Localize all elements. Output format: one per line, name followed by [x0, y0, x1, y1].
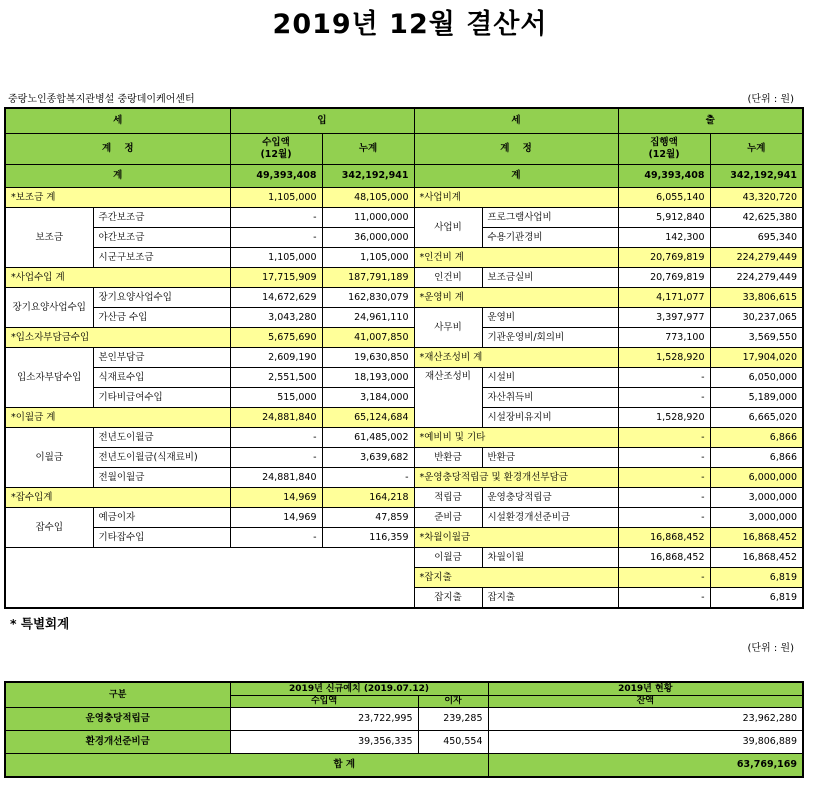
income-item-cumul: 162,830,079 [322, 288, 414, 308]
settlement-table [4, 107, 804, 609]
income-item-amount: 24,881,840 [230, 468, 322, 488]
table-row [5, 508, 803, 528]
expense-item-cumul: 6,866 [710, 448, 803, 468]
income-item-amount: 515,000 [230, 388, 322, 408]
income-subtotal-amount: 14,969 [230, 488, 322, 508]
expense-subtotal-label: *차월이월금 [414, 528, 618, 548]
income-item-name: 본인부담금 [93, 348, 230, 368]
income-item-amount: 14,969 [230, 508, 322, 528]
income-item-cumul: 116,359 [322, 528, 414, 548]
special-row-name: 환경개선준비금 [5, 731, 230, 754]
total-row [5, 165, 803, 188]
expense-item-name: 운영비 [482, 308, 618, 328]
expense-account-header: 계 정 [414, 134, 618, 165]
expense-subtotal-amount: - [618, 428, 710, 448]
income-item-amount: 2,551,500 [230, 368, 322, 388]
expense-item-amount: - [618, 368, 710, 388]
special-account-title: * 특별회계 [10, 616, 70, 631]
income-item-name: 전년도이월금 [93, 428, 230, 448]
special-row-name: 운영충당적립금 [5, 708, 230, 731]
expense-item-amount: 142,300 [618, 228, 710, 248]
income-header-right: 입 [230, 108, 414, 134]
income-item-cumul: 24,961,110 [322, 308, 414, 328]
income-item-cumul: 1,105,000 [322, 248, 414, 268]
expense-item-cumul: 5,189,000 [710, 388, 803, 408]
income-cumul-header: 누계 [322, 134, 414, 165]
income-item-amount: 14,672,629 [230, 288, 322, 308]
expense-item-cumul: 30,237,065 [710, 308, 803, 328]
expense-group-label: 사무비 [414, 308, 482, 348]
expense-total: 49,393,408 [618, 165, 710, 188]
organization-name: 중랑노인종합복지관병설 중랑데이케어센터 [8, 94, 195, 105]
expense-total-label: 계 [414, 165, 618, 188]
expense-item-cumul: 695,340 [710, 228, 803, 248]
income-item-name: 가산금 수입 [93, 308, 230, 328]
special-unit-label: (단위 : 원) [747, 643, 794, 654]
special-col-income: 수입액 [230, 695, 418, 708]
table-row [5, 328, 803, 348]
expense-subtotal-cumul: 6,819 [710, 568, 803, 588]
table-row [5, 731, 803, 754]
header-row-1 [5, 108, 803, 134]
table-row [5, 288, 803, 308]
expense-group-label: 이월금 [414, 548, 482, 568]
special-row-income: 23,722,995 [230, 708, 418, 731]
expense-item-name: 운영충당적립금 [482, 488, 618, 508]
income-item-amount: 2,609,190 [230, 348, 322, 368]
special-account-table [4, 681, 804, 778]
expense-item-name: 반환금 [482, 448, 618, 468]
expense-item-name: 보조금실비 [482, 268, 618, 288]
income-item-cumul: 61,485,002 [322, 428, 414, 448]
income-subtotal-cumul: 164,218 [322, 488, 414, 508]
table-row [5, 428, 803, 448]
expense-item-name: 자산취득비 [482, 388, 618, 408]
income-subtotal-label: *잡수입계 [5, 488, 230, 508]
expense-amount-header: 집행액 (12월) [618, 134, 710, 165]
expense-item-amount: - [618, 448, 710, 468]
expense-item-amount: 5,912,840 [618, 208, 710, 228]
expense-group-label: 준비금 [414, 508, 482, 528]
table-row [5, 248, 803, 268]
expense-group-label: 인건비 [414, 268, 482, 288]
income-total: 49,393,408 [230, 165, 322, 188]
income-subtotal-cumul: 187,791,189 [322, 268, 414, 288]
table-row [5, 228, 803, 248]
special-total-value: 63,769,169 [488, 754, 803, 778]
income-account-header: 계 정 [5, 134, 230, 165]
expense-item-cumul: 6,819 [710, 588, 803, 609]
table-row [5, 208, 803, 228]
income-header-left: 세 [5, 108, 230, 134]
expense-subtotal-amount: - [618, 468, 710, 488]
income-item-amount: - [230, 448, 322, 468]
unit-label: (단위 : 원) [747, 94, 794, 105]
expense-cumul-header: 누계 [710, 134, 803, 165]
table-row [5, 388, 803, 408]
income-subtotal-label: *사업수입 계 [5, 268, 230, 288]
income-item-amount: - [230, 428, 322, 448]
expense-subtotal-cumul: 16,868,452 [710, 528, 803, 548]
expense-subtotal-label: *사업비계 [414, 188, 618, 208]
empty-area [5, 548, 414, 609]
income-subtotal-amount: 24,881,840 [230, 408, 322, 428]
expense-group-label: 사업비 [414, 208, 482, 248]
expense-item-amount: 1,528,920 [618, 408, 710, 428]
page-title: 2019년 12월 결산서 [272, 9, 548, 40]
income-item-amount: 3,043,280 [230, 308, 322, 328]
expense-item-amount: - [618, 508, 710, 528]
expense-item-name: 프로그램사업비 [482, 208, 618, 228]
income-item-amount: - [230, 528, 322, 548]
expense-item-name: 시설비 [482, 368, 618, 388]
table-row [5, 188, 803, 208]
income-group-label: 장기요양사업수입 [5, 288, 93, 328]
expense-item-cumul: 224,279,449 [710, 268, 803, 288]
income-subtotal-amount: 1,105,000 [230, 188, 322, 208]
expense-group-label: 잡지출 [414, 588, 482, 609]
table-row [5, 528, 803, 548]
expense-item-name: 수용기관경비 [482, 228, 618, 248]
income-item-name: 주간보조금 [93, 208, 230, 228]
expense-subtotal-cumul: 33,806,615 [710, 288, 803, 308]
expense-subtotal-label: *인건비 계 [414, 248, 618, 268]
header-row-2 [5, 134, 803, 165]
special-row-balance: 39,806,889 [488, 731, 803, 754]
income-total-cumul: 342,192,941 [322, 165, 414, 188]
expense-item-name: 차월이월 [482, 548, 618, 568]
special-col-balance: 잔액 [488, 695, 803, 708]
income-subtotal-cumul: 41,007,850 [322, 328, 414, 348]
special-col-interest: 이자 [418, 695, 488, 708]
special-col-group: 구분 [5, 682, 230, 708]
income-group-label: 잡수입 [5, 508, 93, 548]
special-row-income: 39,356,335 [230, 731, 418, 754]
expense-subtotal-amount: 20,769,819 [618, 248, 710, 268]
special-header-row-1 [5, 682, 803, 695]
expense-item-amount: - [618, 488, 710, 508]
expense-subtotal-label: *잡지출 [414, 568, 618, 588]
expense-item-name: 잡지출 [482, 588, 618, 609]
income-item-amount: 1,105,000 [230, 248, 322, 268]
expense-subtotal-cumul: 43,320,720 [710, 188, 803, 208]
special-col-now: 2019년 현황 [488, 682, 803, 695]
income-item-name: 식재료수입 [93, 368, 230, 388]
expense-item-cumul: 3,000,000 [710, 508, 803, 528]
expense-subtotal-cumul: 6,866 [710, 428, 803, 448]
expense-item-amount: 20,769,819 [618, 268, 710, 288]
income-subtotal-amount: 5,675,690 [230, 328, 322, 348]
expense-subtotal-label: *운영충당적립금 및 환경개선부담금 [414, 468, 618, 488]
expense-item-name: 시설장비유지비 [482, 408, 618, 428]
table-row [5, 708, 803, 731]
expense-group-label: 반환금 [414, 448, 482, 468]
expense-subtotal-cumul: 17,904,020 [710, 348, 803, 368]
expense-total-cumul: 342,192,941 [710, 165, 803, 188]
expense-item-cumul: 42,625,380 [710, 208, 803, 228]
income-group-label: 이월금 [5, 428, 93, 488]
table-row [5, 268, 803, 288]
income-item-name: 예금이자 [93, 508, 230, 528]
income-item-cumul: - [322, 468, 414, 488]
table-row [5, 448, 803, 468]
income-item-amount: - [230, 208, 322, 228]
expense-item-name: 기관운영비/회의비 [482, 328, 618, 348]
income-subtotal-amount: 17,715,909 [230, 268, 322, 288]
income-item-cumul: 47,859 [322, 508, 414, 528]
expense-header-right: 출 [618, 108, 803, 134]
income-subtotal-label: *입소자부담금수입 [5, 328, 230, 348]
income-item-name: 기타잡수입 [93, 528, 230, 548]
expense-item-cumul: 3,569,550 [710, 328, 803, 348]
income-item-cumul: 11,000,000 [322, 208, 414, 228]
expense-item-name: 시설환경개선준비금 [482, 508, 618, 528]
income-item-name: 야간보조금 [93, 228, 230, 248]
expense-subtotal-amount: 6,055,140 [618, 188, 710, 208]
income-item-name: 기타비급여수입 [93, 388, 230, 408]
income-amount-header: 수입액 (12월) [230, 134, 322, 165]
expense-subtotal-amount: - [618, 568, 710, 588]
table-row [5, 488, 803, 508]
income-item-name: 전년도이월금(식재료비) [93, 448, 230, 468]
special-row-interest: 450,554 [418, 731, 488, 754]
table-row [5, 368, 803, 388]
income-subtotal-label: *이월금 계 [5, 408, 230, 428]
table-row [5, 468, 803, 488]
income-subtotal-cumul: 48,105,000 [322, 188, 414, 208]
expense-item-amount: - [618, 588, 710, 609]
special-row-balance: 23,962,280 [488, 708, 803, 731]
income-item-amount: - [230, 228, 322, 248]
income-item-name: 장기요양사업수입 [93, 288, 230, 308]
income-item-cumul: 36,000,000 [322, 228, 414, 248]
expense-subtotal-amount: 4,171,077 [618, 288, 710, 308]
expense-subtotal-cumul: 224,279,449 [710, 248, 803, 268]
expense-item-amount: 773,100 [618, 328, 710, 348]
expense-item-amount: 3,397,977 [618, 308, 710, 328]
expense-group-label: 재산조성비 [414, 368, 482, 428]
expense-subtotal-cumul: 6,000,000 [710, 468, 803, 488]
special-total-row [5, 754, 803, 778]
special-col-new: 2019년 신규예치 (2019.07.12) [230, 682, 488, 695]
income-item-cumul: 18,193,000 [322, 368, 414, 388]
expense-subtotal-label: *재산조성비 계 [414, 348, 618, 368]
income-item-name: 시군구보조금 [93, 248, 230, 268]
expense-subtotal-amount: 1,528,920 [618, 348, 710, 368]
table-row [5, 308, 803, 328]
income-item-name: 전월이월금 [93, 468, 230, 488]
table-row [5, 408, 803, 428]
special-total-label: 합 계 [5, 754, 488, 778]
expense-subtotal-label: *예비비 및 기타 [414, 428, 618, 448]
expense-item-cumul: 6,665,020 [710, 408, 803, 428]
expense-subtotal-amount: 16,868,452 [618, 528, 710, 548]
income-total-label: 계 [5, 165, 230, 188]
expense-subtotal-label: *운영비 계 [414, 288, 618, 308]
income-group-label: 보조금 [5, 208, 93, 268]
table-row [5, 348, 803, 368]
expense-item-amount: - [618, 388, 710, 408]
income-group-label: 입소자부담수입 [5, 348, 93, 408]
table-row [5, 548, 803, 568]
expense-item-cumul: 16,868,452 [710, 548, 803, 568]
special-row-interest: 239,285 [418, 708, 488, 731]
income-subtotal-label: *보조금 계 [5, 188, 230, 208]
income-subtotal-cumul: 65,124,684 [322, 408, 414, 428]
expense-group-label: 적립금 [414, 488, 482, 508]
expense-item-amount: 16,868,452 [618, 548, 710, 568]
income-item-cumul: 19,630,850 [322, 348, 414, 368]
expense-header-left: 세 [414, 108, 618, 134]
expense-item-cumul: 6,050,000 [710, 368, 803, 388]
income-item-cumul: 3,184,000 [322, 388, 414, 408]
income-item-cumul: 3,639,682 [322, 448, 414, 468]
expense-item-cumul: 3,000,000 [710, 488, 803, 508]
